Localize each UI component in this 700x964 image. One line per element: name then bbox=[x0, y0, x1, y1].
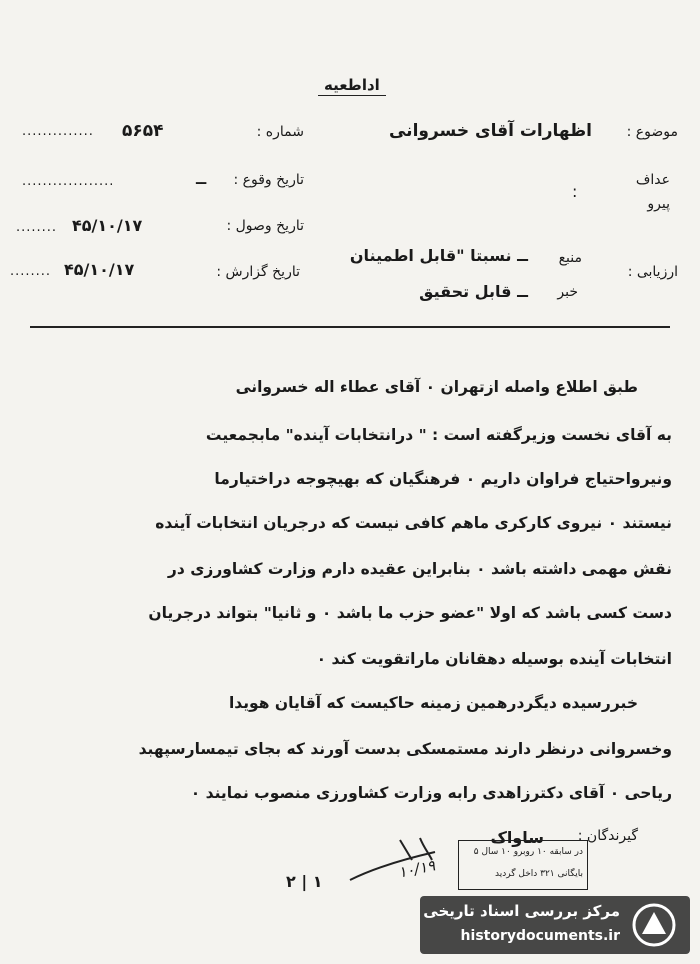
report-date-label: تاریخ گزارش : bbox=[216, 264, 300, 280]
body-line-7: انتخابات آینده بوسیله دهقانان ماراتقویت کند ۰ bbox=[316, 650, 672, 668]
body-line-10: ریاحی ۰ آقای دکترزاهدی رابه وزارت کشاورزی منصوب نمایند ۰ bbox=[190, 784, 672, 802]
number-value: ۵۶۵۴ bbox=[122, 121, 164, 141]
body-line-4: نیستند ۰ نیروی کارکری ماهم کافی نیست که درجریان انتخابات آینده bbox=[155, 514, 672, 532]
body-line-1: طبق اطلاع واصله ازتهران ۰ آقای عطاء اله خسروانی bbox=[235, 378, 638, 396]
news-label: خبر bbox=[557, 284, 578, 300]
news-value: ــ قابل تحقیق bbox=[419, 282, 528, 301]
subject-value: اظهارات آقای خسروانی bbox=[388, 121, 592, 141]
attach-label-2: پیرو bbox=[647, 196, 670, 212]
event-date-dots: .................. bbox=[22, 174, 115, 189]
attach-label-1: عداف bbox=[635, 172, 670, 188]
event-date-label: تاریخ وقوع : bbox=[233, 172, 304, 188]
receipt-date-dots: ........ bbox=[16, 220, 58, 235]
stamp-line-2: بایگانی ۳۲۱ داخل گردید bbox=[495, 869, 583, 879]
number-label: شماره : bbox=[256, 124, 304, 140]
attach-colon: : bbox=[572, 182, 578, 201]
recipients-label: گیرندگان : bbox=[577, 828, 638, 844]
evaluation-label: ارزیابی : bbox=[627, 264, 678, 280]
receipt-date-label: تاریخ وصول : bbox=[226, 218, 304, 234]
report-date-dots: ........ bbox=[10, 264, 52, 279]
archive-watermark bbox=[420, 896, 690, 954]
archive-logo-icon bbox=[630, 902, 678, 948]
archive-stamp bbox=[458, 840, 588, 890]
watermark-name: مرکز بررسی اسناد تاریخی bbox=[423, 902, 620, 920]
stamp-line-1: در سابقه ۱۰ روبرو ۱۰ سال ۵ bbox=[473, 847, 583, 857]
handwritten-date: ۱۰/۱۹ bbox=[396, 856, 437, 882]
body-line-6: دست کسی باشد که اولا "عضو حزب ما باشد ۰ و ثانیا" بتواند درجریان bbox=[148, 604, 672, 622]
subject-label: موضوع : bbox=[626, 124, 678, 140]
number-dots: .............. bbox=[22, 124, 94, 139]
event-date-value: ــ bbox=[196, 170, 207, 188]
source-label: منبع bbox=[558, 250, 582, 266]
body-line-9: وخسروانی درنظر دارند مستمسکی بدست آورند که بجای تیمسارسپهبد bbox=[138, 740, 672, 758]
body-line-3: ونیرواحتیاج فراوان داریم ۰ فرهنگیان که بهیچوجه دراختیارما bbox=[214, 470, 672, 488]
receipt-date-value: ۴۵/۱۰/۱۷ bbox=[72, 216, 143, 235]
watermark-site: historydocuments.ir bbox=[460, 928, 620, 944]
source-value: ــ نسبتا "قابل اطمینان bbox=[349, 246, 528, 265]
body-line-5: نقش مهمی داشته باشد ۰ بنابراین عقیده دارم وزارت کشاورزی در bbox=[167, 560, 672, 578]
document-title: اداطعیه bbox=[318, 76, 386, 96]
body-line-8: خبررسیده دیگردرهمین زمینه حاکیست که آقایان هویدا bbox=[228, 694, 638, 712]
report-date-value: ۴۵/۱۰/۱۷ bbox=[64, 260, 135, 279]
recipients-value: ساواک bbox=[490, 828, 544, 847]
page-mark: ۲ | ۱ bbox=[286, 872, 323, 891]
body-line-2: به آقای نخست وزیرگفته است : " درانتخابات آینده" مابجمعیت bbox=[205, 426, 672, 444]
header-divider bbox=[30, 326, 670, 328]
